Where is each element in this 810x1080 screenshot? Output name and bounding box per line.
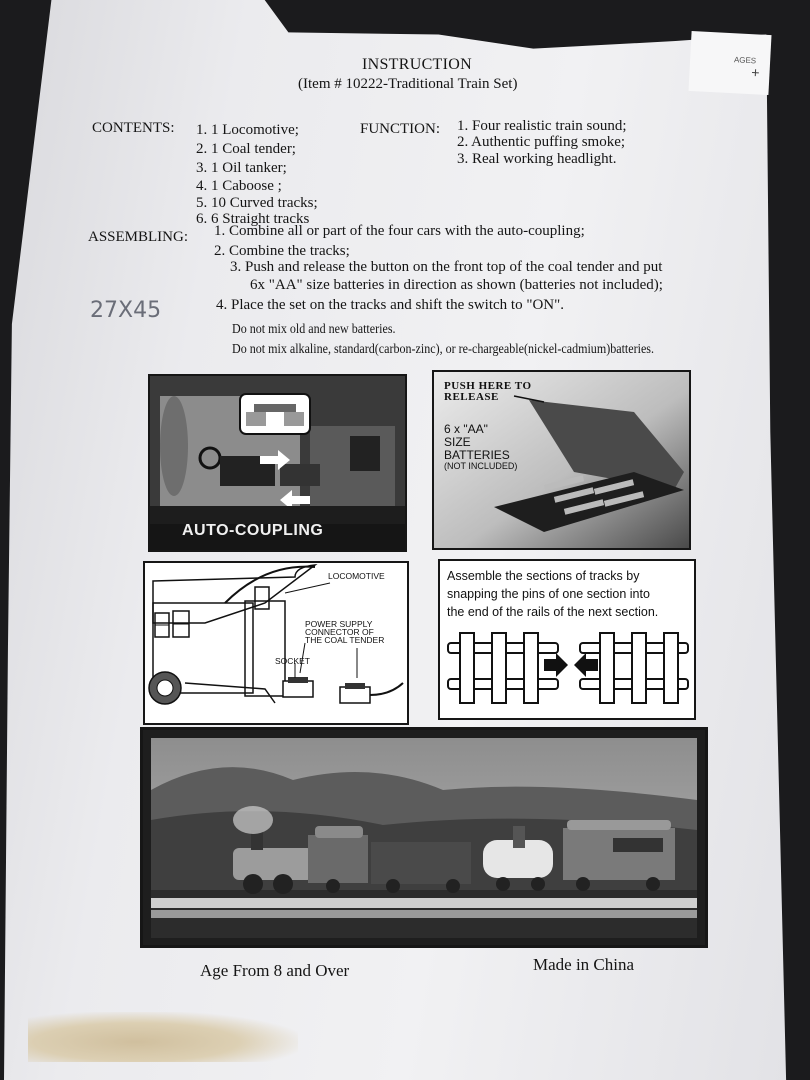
battery-size-label: SIZE (444, 435, 471, 449)
age-recommendation: Age From 8 and Over (200, 961, 350, 980)
tracks-illustration (440, 561, 694, 718)
power-supply-label: POWER SUPPLY (305, 619, 373, 629)
train-photo-illustration (143, 730, 705, 945)
assembling-heading: ASSEMBLING: (88, 229, 189, 245)
contents-item: 4. 1 Caboose ; (196, 178, 282, 194)
ages-label: AGES (733, 55, 757, 66)
not-included-label: (NOT INCLUDED) (444, 461, 518, 471)
ages-tag (688, 31, 771, 95)
release-label: RELEASE (444, 391, 499, 403)
water-stain (28, 1012, 298, 1062)
train-photo (140, 727, 708, 948)
push-here-label: PUSH HERE TO (444, 380, 532, 392)
assembling-step: 3. Push and release the button on the front top of the coal tender and put (230, 259, 663, 275)
document-title: INSTRUCTION (362, 56, 472, 73)
function-heading: FUNCTION: (360, 121, 441, 137)
function-item: 2. Authentic puffing smoke; (457, 134, 626, 150)
tracks-figure (438, 559, 696, 720)
country-of-origin: Made in China (533, 955, 635, 974)
tracks-instruction: the end of the rails of the next section. (447, 605, 659, 619)
assembling-step: 4. Place the set on the tracks and shift the switch to "ON". (216, 297, 565, 313)
document-subtitle: (Item # 10222-Traditional Train Set) (298, 76, 518, 92)
auto-coupling-figure (148, 374, 407, 552)
tracks-instruction: snapping the pins of one section into (447, 587, 650, 601)
contents-item: 6. 6 Straight tracks (196, 211, 310, 227)
battery-warning: Do not mix alkaline, standard(carbon-zinc), or re-chargeable(nickel-cadmium)batteries. (232, 342, 655, 357)
function-item: 1. Four realistic train sound; (457, 118, 627, 134)
assembling-step: 2. Combine the tracks; (214, 243, 350, 259)
socket-label: SOCKET (275, 656, 310, 666)
contents-item: 3. 1 Oil tanker; (196, 160, 287, 176)
function-item: 3. Real working headlight. (457, 151, 617, 167)
assembling-step: 6x "AA" size batteries in direction as shown (batteries not included); (250, 277, 663, 293)
contents-item: 2. 1 Coal tender; (196, 141, 296, 157)
battery-warning: Do not mix old and new batteries. (232, 322, 396, 337)
coal-tender-label: THE COAL TENDER (305, 635, 385, 645)
contents-item: 1. 1 Locomotive; (196, 122, 299, 138)
connector-figure (143, 561, 409, 725)
tracks-instruction: Assemble the sections of tracks by (447, 569, 640, 583)
connector-label: CONNECTOR OF (305, 627, 374, 637)
contents-heading: CONTENTS: (92, 120, 175, 136)
battery-count-label: 6 x "AA" (444, 422, 488, 436)
contents-item: 5. 10 Curved tracks; (196, 195, 318, 211)
assembling-step: 1. Combine all or part of the four cars with the auto-coupling; (214, 223, 585, 239)
batteries-label: BATTERIES (444, 448, 510, 462)
battery-figure (432, 370, 691, 550)
auto-coupling-label: AUTO-COUPLING (182, 522, 324, 539)
locomotive-label: LOCOMOTIVE (328, 571, 385, 581)
handwritten-dimensions: 27X45 (90, 298, 162, 323)
ages-plus: + (750, 64, 760, 81)
